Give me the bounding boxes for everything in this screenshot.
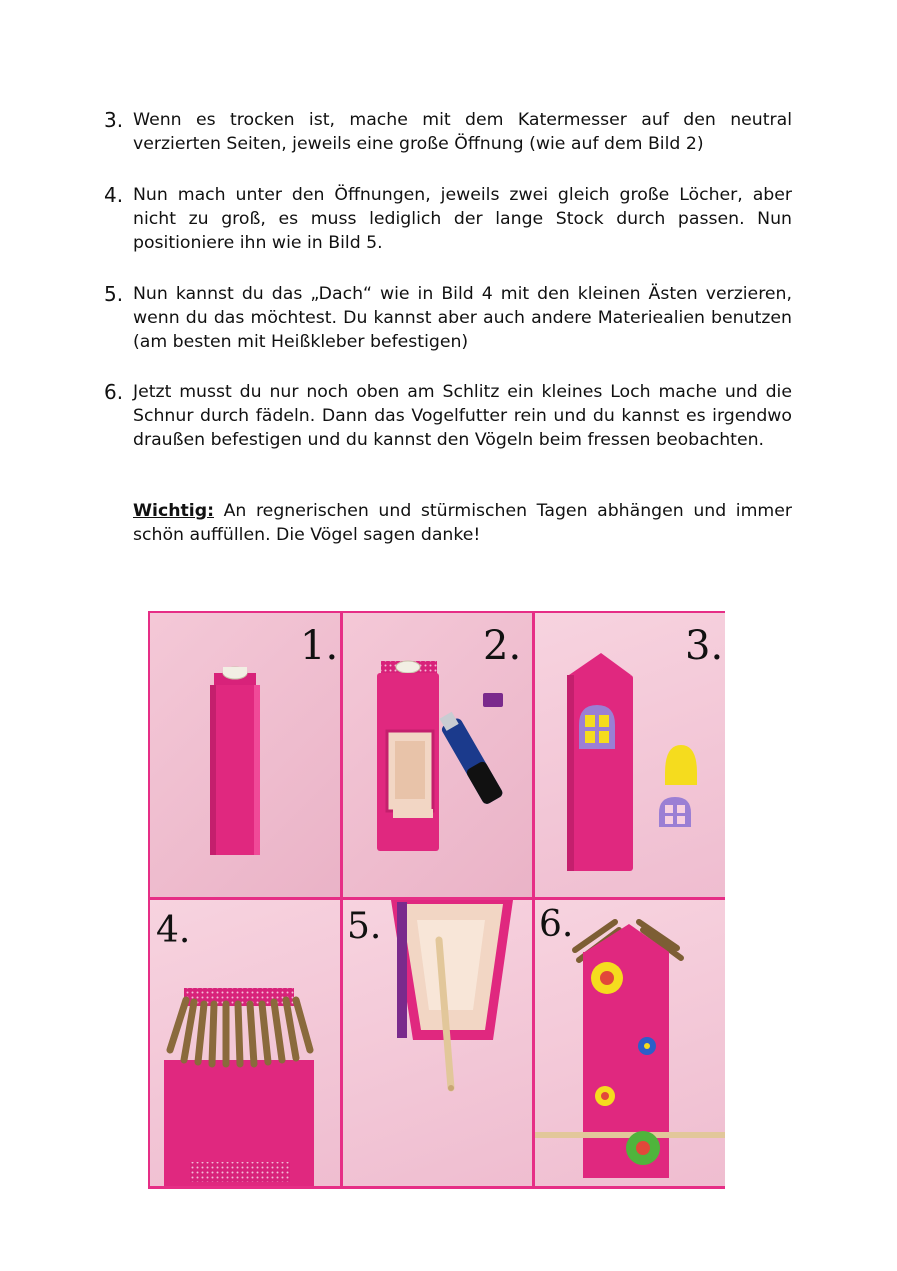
photo-label: 3. [685, 623, 724, 669]
carton-stick-illustration [343, 900, 532, 1186]
step-4 [104, 183, 792, 255]
note-text: An regnerischen und stürmischen Tagen abhängen und immer schön auffüllen. Die Vögel sagen danke! [133, 501, 792, 545]
step-text: Nun mach unter den Öffnungen, jeweils zwei gleich große Löcher, aber nicht zu groß, es muss lediglich der lange Stock durch passen. Nun positioniere ihn wie in Bild 5. [133, 185, 792, 253]
photo-label: 1. [300, 623, 339, 669]
step-number: 5. [104, 282, 124, 306]
carton-plain-illustration [150, 613, 340, 897]
step-number: 3. [104, 108, 124, 132]
carton-window-illustration [535, 613, 725, 897]
photo-label: 6. [539, 904, 574, 945]
carton-roof-illustration [150, 900, 340, 1186]
step-text: Jetzt musst du nur noch oben am Schlitz ein kleines Loch mache und die Schnur durch fädeln. Dann das Vogelfutter rein und du kannst es irgendwo draußen befestigen und du kannst den Vögeln beim fressen beobachten. [133, 382, 792, 450]
finished-feeder-illustration [535, 900, 725, 1186]
flower-sticker [595, 1086, 615, 1106]
step-text: Wenn es trocken ist, mache mit dem Katermesser auf den neutral verzierten Seiten, jeweils eine große Öffnung (wie auf dem Bild 2) [133, 110, 792, 154]
step-5 [104, 282, 792, 354]
flower-sticker [626, 1131, 660, 1165]
photo-1 [150, 613, 340, 897]
photo-2 [343, 613, 532, 897]
step-3 [104, 108, 792, 156]
photo-label: 4. [156, 910, 191, 951]
photo-3 [535, 613, 725, 897]
flower-sticker [591, 962, 623, 994]
note-label: Wichtig: [133, 501, 214, 521]
step-number: 6. [104, 380, 124, 404]
photo-grid [148, 611, 725, 1189]
carton-cut-illustration [343, 613, 532, 897]
flower-sticker [638, 1037, 656, 1055]
photo-label: 5. [347, 906, 382, 947]
photo-4 [150, 900, 340, 1186]
step-number: 4. [104, 183, 124, 207]
photo-label: 2. [483, 623, 522, 669]
photo-5 [343, 900, 532, 1186]
step-6 [104, 380, 792, 452]
photo-6 [535, 900, 725, 1186]
step-text: Nun kannst du das „Dach“ wie in Bild 4 mit den kleinen Ästen verzieren, wenn du das möchtest. Du kannst aber auch andere Materiealien benutzen (am besten mit Heißkleber befestigen) [133, 284, 792, 352]
important-note [133, 499, 792, 547]
